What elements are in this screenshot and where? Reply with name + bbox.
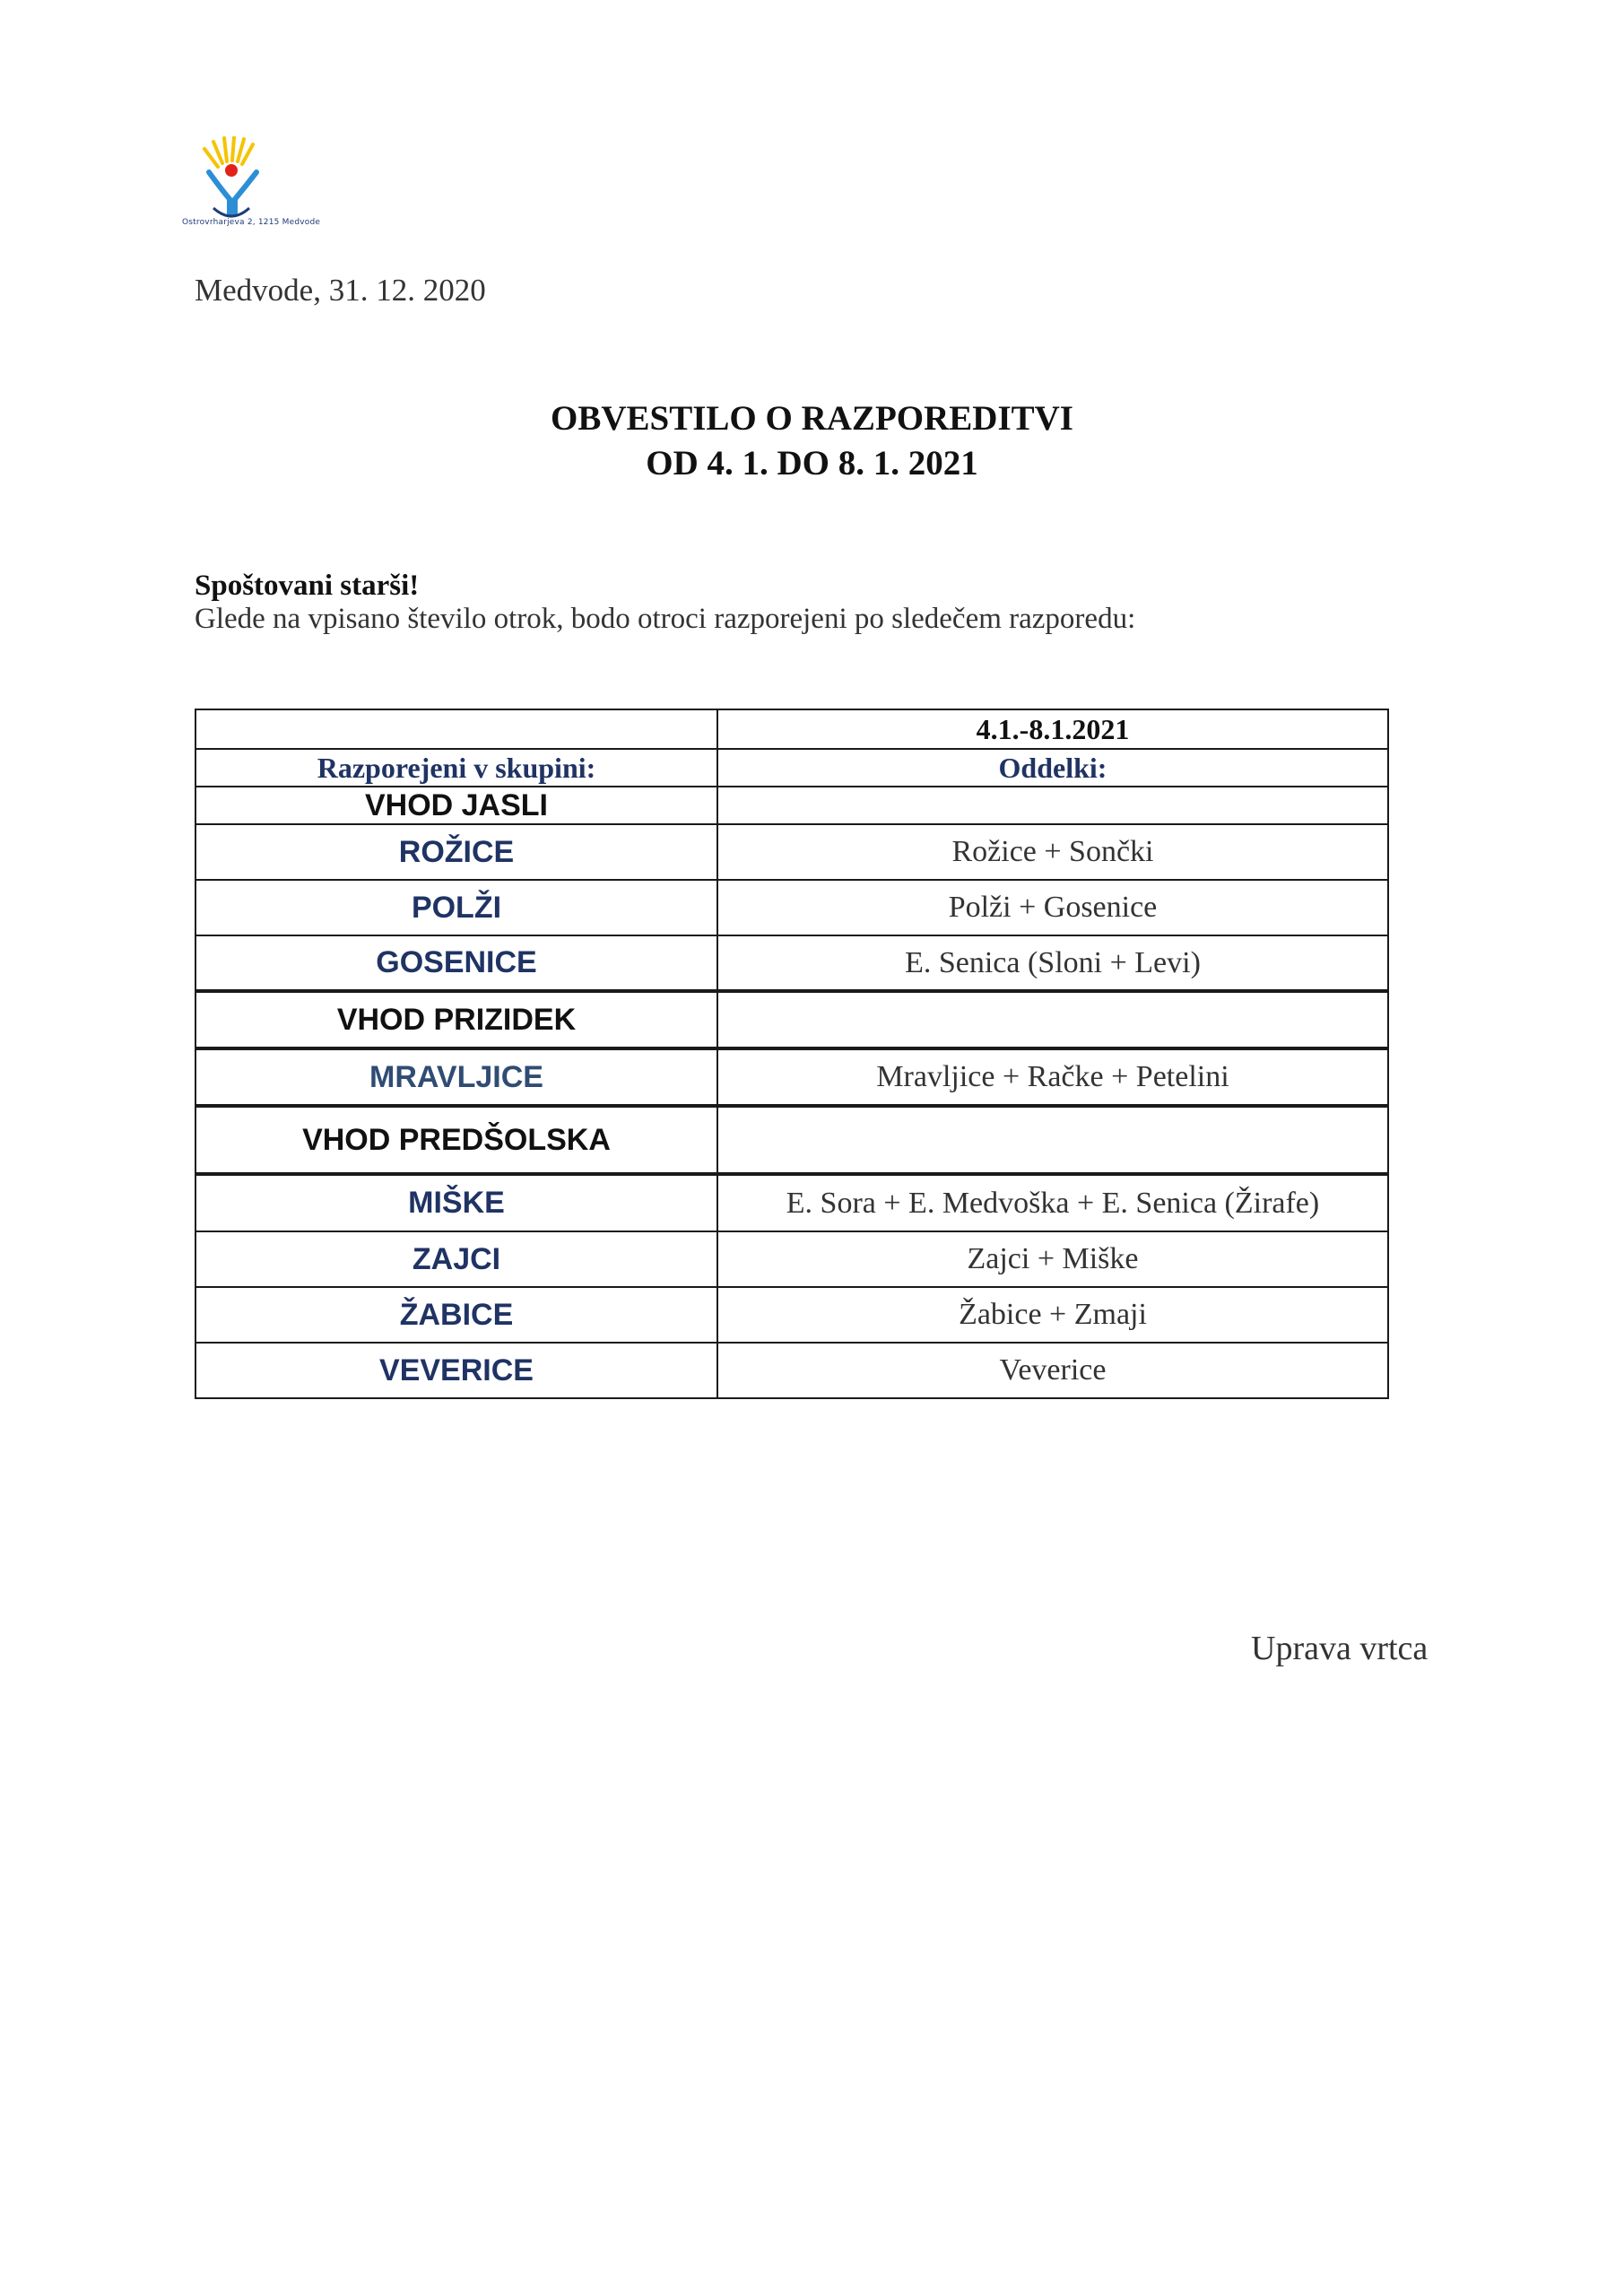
entrance-label: VHOD PRIZIDEK bbox=[195, 991, 717, 1048]
group-name: ROŽICE bbox=[195, 824, 717, 880]
col-header-units: Oddelki: bbox=[717, 749, 1388, 787]
units-cell bbox=[717, 787, 1388, 824]
table-header-period-row bbox=[195, 709, 1388, 749]
units-cell: Polži + Gosenice bbox=[717, 880, 1388, 935]
table-row bbox=[195, 787, 1388, 824]
group-name: ZAJCI bbox=[195, 1231, 717, 1287]
units-cell bbox=[717, 1106, 1388, 1174]
signature: Uprava vrtca bbox=[1251, 1630, 1429, 1667]
table-row bbox=[195, 1106, 1388, 1174]
table-cell-empty bbox=[195, 709, 717, 749]
table-row bbox=[195, 935, 1388, 991]
period-header: 4.1.-8.1.2021 bbox=[717, 709, 1388, 749]
units-cell: Zajci + Miške bbox=[717, 1231, 1388, 1287]
entrance-label: VHOD PREDŠOLSKA bbox=[195, 1106, 717, 1174]
greeting: Spoštovani starši! bbox=[195, 570, 420, 602]
units-cell bbox=[717, 991, 1388, 1048]
units-cell: Veverice bbox=[717, 1343, 1388, 1398]
units-cell: Rožice + Sončki bbox=[717, 824, 1388, 880]
group-name: VEVERICE bbox=[195, 1343, 717, 1398]
table-row bbox=[195, 1048, 1388, 1106]
units-cell: E. Senica (Sloni + Levi) bbox=[717, 935, 1388, 991]
logo-address: Ostrovrharjeva 2, 1215 Medvode bbox=[182, 218, 321, 227]
table-header-row bbox=[195, 749, 1388, 787]
group-name: POLŽI bbox=[195, 880, 717, 935]
col-header-groups: Razporejeni v skupini: bbox=[195, 749, 717, 787]
page-title: OBVESTILO O RAZPOREDITVI bbox=[551, 399, 1073, 438]
page-subtitle: OD 4. 1. DO 8. 1. 2021 bbox=[646, 444, 978, 483]
group-name: MRAVLJICE bbox=[195, 1048, 717, 1106]
entrance-label: VHOD JASLI bbox=[195, 787, 717, 824]
group-name: ŽABICE bbox=[195, 1287, 717, 1343]
group-name: MIŠKE bbox=[195, 1174, 717, 1231]
group-name: GOSENICE bbox=[195, 935, 717, 991]
intro-text: Glede na vpisano število otrok, bodo otroci razporejeni po sledečem razporedu: bbox=[195, 603, 1136, 635]
table-row bbox=[195, 1174, 1388, 1231]
table-row bbox=[195, 991, 1388, 1048]
table-row bbox=[195, 824, 1388, 880]
units-cell: E. Sora + E. Medvoška + E. Senica (Žirafe) bbox=[717, 1174, 1388, 1231]
units-cell: Žabice + Zmaji bbox=[717, 1287, 1388, 1343]
table-row bbox=[195, 1287, 1388, 1343]
table-row bbox=[195, 1343, 1388, 1398]
units-cell: Mravljice + Račke + Petelini bbox=[717, 1048, 1388, 1106]
schedule-table bbox=[195, 709, 1389, 1399]
table-row bbox=[195, 880, 1388, 935]
table-row bbox=[195, 1231, 1388, 1287]
date-line: Medvode, 31. 12. 2020 bbox=[195, 273, 486, 308]
